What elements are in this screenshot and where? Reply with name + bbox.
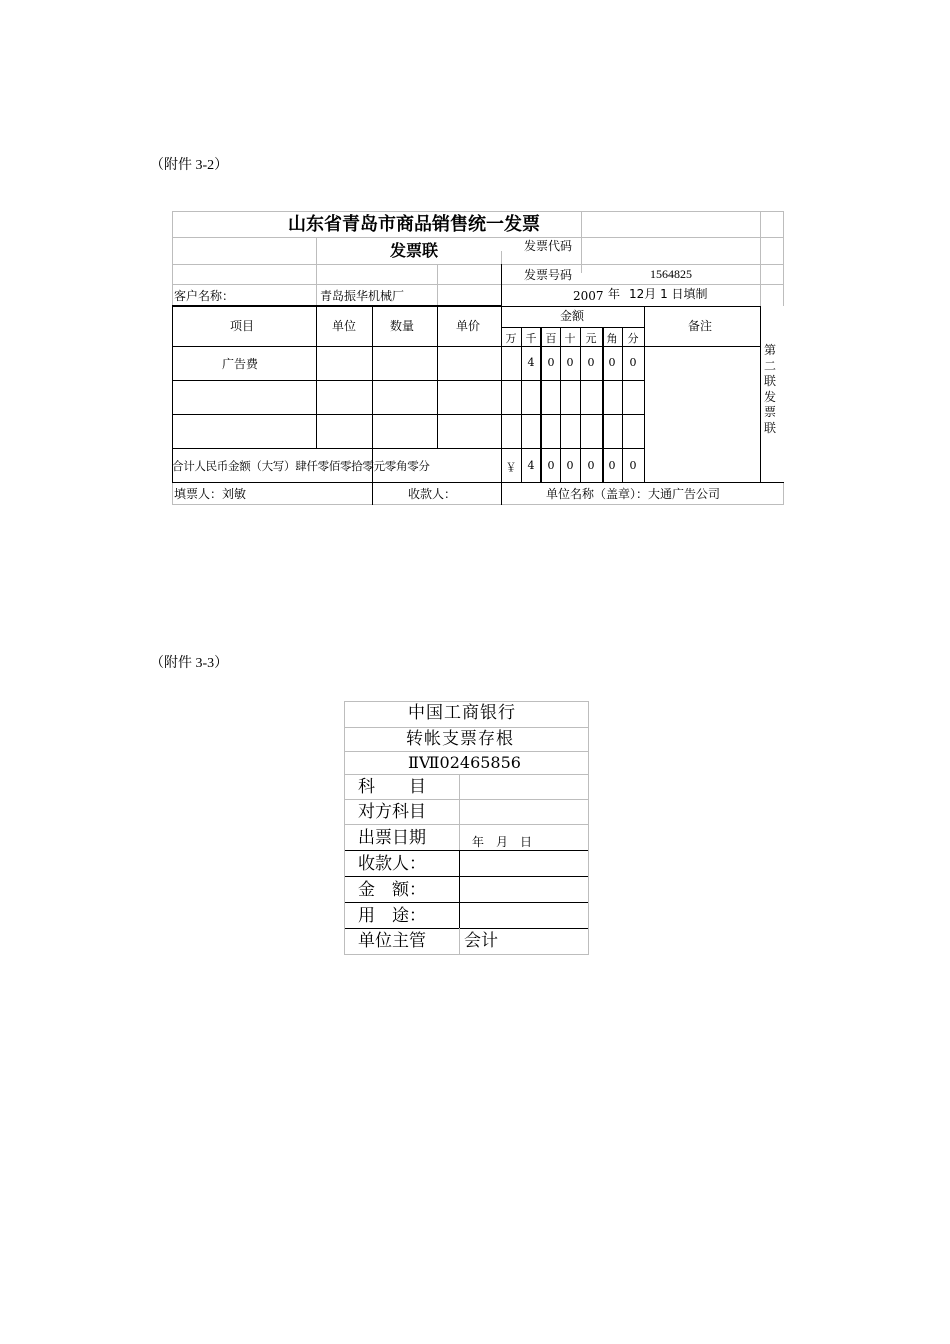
invoice-title: 山东省青岛市商品销售统一发票 bbox=[288, 214, 540, 235]
date-month-day: 12月 1 日填制 bbox=[629, 287, 708, 301]
invoice-number-label: 发票号码 bbox=[524, 268, 573, 282]
header-remarks: 备注 bbox=[688, 319, 713, 333]
header-unit: 单位 bbox=[332, 319, 357, 333]
date-year-suffix: 年 bbox=[608, 287, 621, 301]
row-digit: 4 bbox=[527, 356, 535, 369]
payee-label: 收款人： bbox=[358, 854, 426, 874]
attachment-label-3-2: （附件 3-2） bbox=[150, 158, 229, 173]
row-item: 广告费 bbox=[222, 357, 259, 371]
row-digit: 0 bbox=[587, 356, 595, 369]
amount-label: 金 额： bbox=[358, 880, 426, 900]
supervisor-label: 单位主管 bbox=[358, 931, 426, 951]
purpose-label: 用 途： bbox=[358, 906, 426, 926]
digit-header-jiao: 角 bbox=[606, 332, 618, 345]
total-digit: 4 bbox=[527, 459, 535, 472]
invoice-code-label: 发票代码 bbox=[524, 239, 573, 253]
customer-label: 客户名称： bbox=[174, 289, 235, 303]
header-amount: 金额 bbox=[560, 309, 585, 323]
header-price: 单价 bbox=[456, 319, 481, 333]
row-digit: 0 bbox=[566, 356, 574, 369]
total-digit: 0 bbox=[608, 459, 616, 472]
filler-label: 填票人：刘敏 bbox=[174, 487, 247, 501]
row-digit: 0 bbox=[629, 356, 637, 369]
cheque-number: ⅡⅦ02465856 bbox=[408, 753, 521, 772]
header-qty: 数量 bbox=[390, 319, 415, 333]
row-digit: 0 bbox=[547, 356, 555, 369]
total-digit: 0 bbox=[587, 459, 595, 472]
account-label: 科 目 bbox=[358, 777, 426, 797]
total-currency: ￥ bbox=[505, 461, 517, 474]
row-digit: 0 bbox=[608, 356, 616, 369]
total-label: 合计人民币金额（大写）肆仟零佰零拾零元零角零分 bbox=[172, 459, 430, 473]
copy-side-label: 第 二 联 发 票 联 bbox=[763, 343, 776, 435]
cheque-stub bbox=[344, 701, 589, 955]
payee-label: 收款人： bbox=[408, 487, 457, 501]
total-digit: 0 bbox=[547, 459, 555, 472]
date-year: 2007 bbox=[573, 289, 604, 303]
invoice-subtitle: 发票联 bbox=[390, 241, 439, 260]
digit-header-qian: 千 bbox=[525, 332, 537, 345]
header-item: 项目 bbox=[230, 319, 255, 333]
bank-name: 中国工商银行 bbox=[408, 703, 516, 723]
attachment-label-3-3: （附件 3-3） bbox=[150, 656, 229, 671]
counter-account-label: 对方科目 bbox=[358, 802, 426, 822]
sales-invoice bbox=[172, 211, 784, 505]
invoice-number: 1564825 bbox=[650, 267, 692, 281]
accountant-label: 会计 bbox=[464, 931, 498, 951]
digit-header-bai: 百 bbox=[545, 332, 557, 345]
customer-name: 青岛振华机械厂 bbox=[320, 289, 405, 303]
seal-label: 单位名称（盖章）：大通广告公司 bbox=[546, 487, 721, 501]
issue-date-value: 年 月 日 bbox=[472, 835, 533, 849]
digit-header-shi: 十 bbox=[564, 332, 576, 345]
issue-date-label: 出票日期 bbox=[358, 828, 426, 848]
total-digit: 0 bbox=[629, 459, 637, 472]
digit-header-wan: 万 bbox=[505, 332, 517, 345]
digit-header-yuan: 元 bbox=[585, 332, 597, 345]
digit-header-fen: 分 bbox=[627, 332, 639, 345]
stub-title: 转帐支票存根 bbox=[406, 729, 514, 749]
total-digit: 0 bbox=[566, 459, 574, 472]
